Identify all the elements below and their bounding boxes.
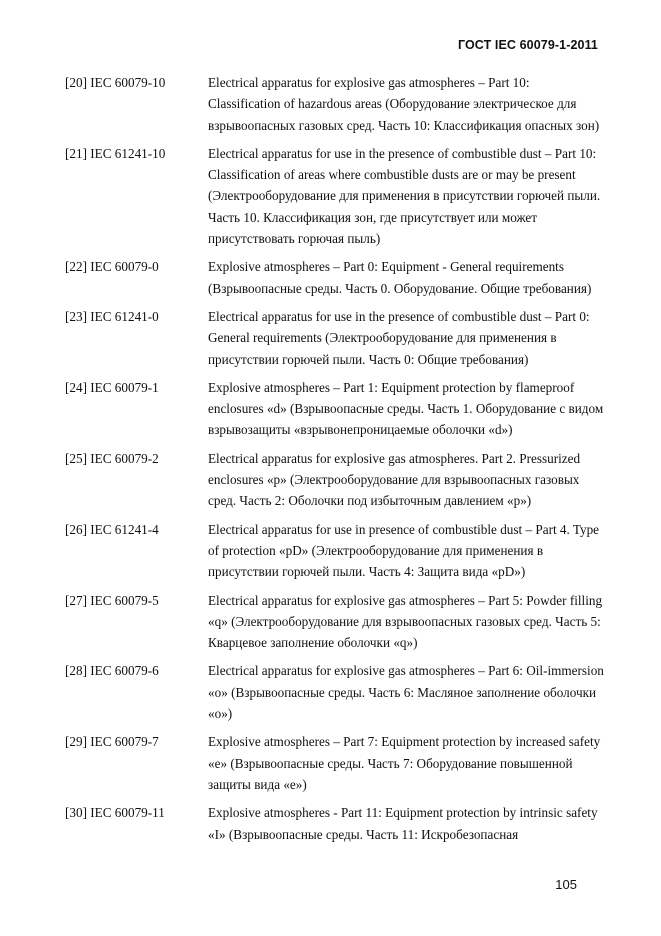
reference-text: Electrical apparatus for use in presence of combustible dust – Part 4. Type of protection «pD» (Электрооборудование для применения в присутствии горючей пыли. Часть 4: Защита вида «pD») bbox=[208, 521, 600, 580]
reference-text: Explosive atmospheres – Part 7: Equipment protection by increased safety «e» (Взрывоопасные среды. Часть 7: Оборудование повышенной защиты вида «e») bbox=[208, 734, 601, 792]
reference-entry bbox=[65, 802, 605, 845]
reference-text: Electrical apparatus for explosive gas atmospheres – Part 5: Powder filling «q» (Электрооборудование для взрывоопасных газовых сред. Часть 5: Кварцевое заполнение оболочки «q») bbox=[208, 592, 603, 651]
document-code-header: ГОСТ IEC 60079-1-2011 bbox=[457, 38, 598, 52]
reference-text: Electrical apparatus for explosive gas atmospheres. Part 2. Pressurized enclosures «p» (Электрооборудование для взрывоопасных газовых сред. Часть 2: Оболочки под избыточным давлением «p») bbox=[208, 450, 581, 509]
reference-text: Electrical apparatus for use in the presence of combustible dust – Part 0: General requirements (Электрооборудование для применения в присутствии горючей пыли. Часть 0: Общие требования) bbox=[208, 308, 590, 367]
reference-entry bbox=[65, 590, 605, 654]
reference-entry bbox=[65, 660, 605, 724]
reference-entry bbox=[65, 519, 605, 583]
reference-id: [20] IEC 60079-10 bbox=[65, 75, 166, 90]
reference-text: Electrical apparatus for explosive gas atmospheres – Part 10: Classification of hazardous areas (Оборудование электрическое для взрывоопасных газовых сред. Часть 10: Классификация опасных зон) bbox=[208, 75, 600, 133]
reference-text: Explosive atmospheres – Part 1: Equipment protection by flameproof enclosures «d» (Взрывоопасные среды. Часть 1. Оборудование с видом взрывозащиты «взрывонепроницаемые оболочки «d») bbox=[208, 379, 604, 438]
bibliography-list bbox=[65, 72, 605, 852]
reference-id: [21] IEC 61241-10 bbox=[65, 145, 166, 161]
reference-id: [24] IEC 60079-1 bbox=[65, 379, 159, 395]
page-number: 105 bbox=[555, 877, 577, 892]
reference-entry bbox=[65, 72, 605, 136]
reference-text: Electrical apparatus for use in the presence of combustible dust – Part 10: Classification of areas where combustible dusts are or may be present (Электрооборудование для применения в присутствии горючей пыли. Часть 10. Классификация зон, где присутствует или может присутствовать горючая пыль) bbox=[208, 145, 601, 247]
reference-text: Explosive atmospheres - Part 11: Equipment protection by intrinsic safety «I» (Взрывоопасные среды. Часть 11: Искробезопасная bbox=[208, 805, 598, 842]
reference-entry bbox=[65, 256, 605, 299]
reference-text: Electrical apparatus for explosive gas atmospheres – Part 6: Oil-immersion «o» (Взрывоопасные среды. Часть 6: Масляное заполнение оболочки «o») bbox=[208, 663, 604, 722]
reference-entry bbox=[65, 306, 605, 370]
reference-entry bbox=[65, 377, 605, 441]
reference-text: Explosive atmospheres – Part 0: Equipment - General requirements (Взрывоопасные среды. Часть 0. Оборудование. Общие требования) bbox=[208, 259, 592, 296]
reference-id: [29] IEC 60079-7 bbox=[65, 734, 159, 750]
reference-id: [27] IEC 60079-5 bbox=[65, 592, 159, 608]
reference-id: [25] IEC 60079-2 bbox=[65, 450, 159, 466]
reference-entry bbox=[65, 731, 605, 795]
reference-id: [22] IEC 60079-0 bbox=[65, 259, 159, 275]
reference-entry bbox=[65, 448, 605, 512]
reference-id: [28] IEC 60079-6 bbox=[65, 663, 159, 679]
reference-id: [23] IEC 61241-0 bbox=[65, 308, 159, 324]
reference-id: [30] IEC 60079-11 bbox=[65, 805, 165, 821]
reference-id: [26] IEC 61241-4 bbox=[65, 521, 159, 537]
reference-entry bbox=[65, 143, 605, 249]
